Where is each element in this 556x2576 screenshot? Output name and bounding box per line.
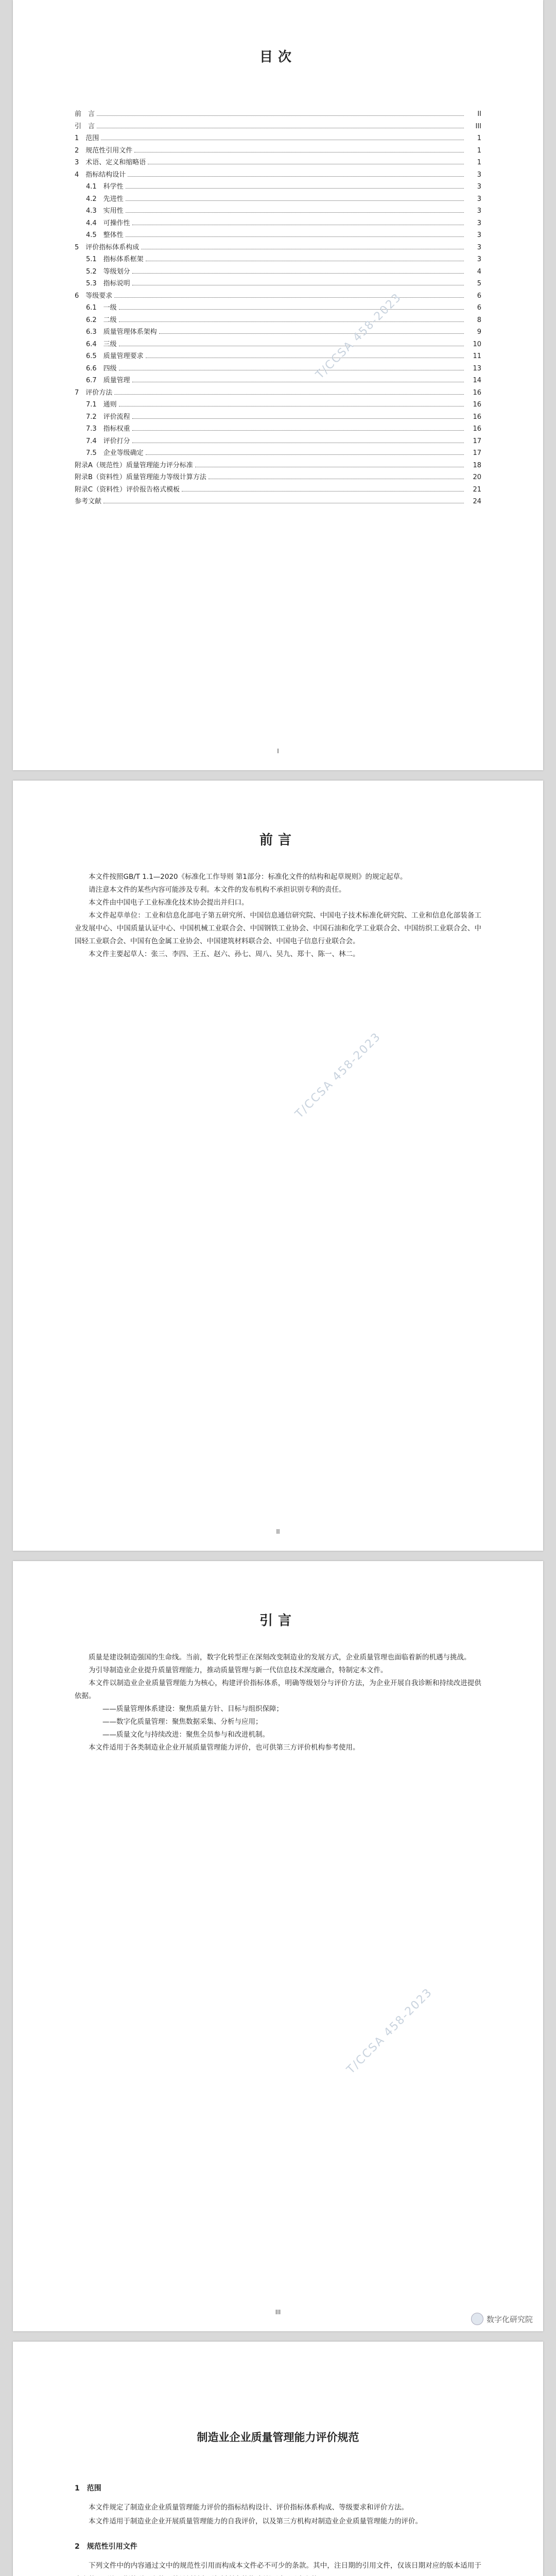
toc-entry-label: 7.1 通则 xyxy=(86,401,117,409)
toc-entry[interactable] xyxy=(75,205,481,217)
toc-entry[interactable] xyxy=(75,411,481,423)
toc-entry-page: III xyxy=(475,122,481,130)
toc-entry-page: 3 xyxy=(477,243,481,251)
toc-entry[interactable] xyxy=(75,278,481,290)
watermark: T/CCSA 458-2023 xyxy=(313,291,404,382)
page-title: 引言 xyxy=(259,1613,297,1629)
toc-entry[interactable] xyxy=(75,326,481,338)
toc-entry-label: 7.2 评价流程 xyxy=(86,413,130,421)
dash-item: ——质量管理体系建设：聚焦质量方针、目标与组织保障； xyxy=(102,1705,283,1713)
toc-entry-label: 4.4 可操作性 xyxy=(86,219,130,227)
toc-entry[interactable] xyxy=(75,435,481,448)
paragraph: 质量是建设制造强国的生命线。当前，数字化转型正在深刻改变制造业的发展方式，企业质量管理也面临着新的机遇与挑战。 xyxy=(89,1653,471,1662)
toc-entry-label: 4 指标结构设计 xyxy=(75,171,126,179)
paragraph: 本文件按照GB/T 1.1—2020《标准化工作导则 第1部分：标准化文件的结构和起草规则》的规定起草。 xyxy=(89,873,407,881)
toc-entry[interactable] xyxy=(75,375,481,387)
toc-entry-page: 3 xyxy=(477,256,481,263)
toc-entry[interactable] xyxy=(75,423,481,435)
page-title: 前言 xyxy=(259,833,297,848)
toc-entry-page: 1 xyxy=(477,159,481,166)
document-title: 制造业企业质量管理能力评价规范 xyxy=(197,2431,359,2444)
toc-entry-label: 附录C（资料性）评价报告格式模板 xyxy=(75,485,180,494)
toc-leader-dots xyxy=(132,430,464,431)
toc-entry-page: 3 xyxy=(477,207,481,215)
paragraph: 本文件主要起草人：张三、李四、王五、赵六、孙七、周八、吴九、郑十、陈一、林二。 xyxy=(89,950,360,958)
toc-entry-label: 7 评价方法 xyxy=(75,388,113,397)
brand-icon xyxy=(471,2313,483,2325)
toc-entry-label: 7.4 评价打分 xyxy=(86,437,130,445)
toc-entry-label: 7.5 企业等级确定 xyxy=(86,449,144,457)
toc-page xyxy=(13,0,543,770)
paragraph: 本文件以制造业企业质量管理能力为核心，构建评价指标体系，明确等级划分与评价方法，为企业开展自我诊断和持续改进提供依据。 xyxy=(75,1679,481,1700)
toc-entry-label: 4.3 实用性 xyxy=(86,207,124,215)
toc-entry-page: 3 xyxy=(477,183,481,191)
section-heading: 2 规范性引用文件 xyxy=(75,2543,137,2551)
toc-entry-label: 3 术语、定义和缩略语 xyxy=(75,159,146,166)
watermark: T/CCSA 458-2023 xyxy=(292,1030,384,1121)
toc-entry[interactable] xyxy=(75,484,481,496)
toc-entry-page: 3 xyxy=(477,219,481,227)
toc-entry-label: 6.7 质量管理 xyxy=(86,377,130,384)
toc-entry-page: 11 xyxy=(473,352,481,360)
toc-entry[interactable] xyxy=(75,496,481,508)
toc-leader-dots xyxy=(126,212,464,213)
toc-entry-label: 1 范围 xyxy=(75,134,99,142)
page-number: II xyxy=(276,1528,280,1535)
toc-entry[interactable] xyxy=(75,242,481,254)
toc-entry-page: 1 xyxy=(477,134,481,142)
toc-entry-page: 5 xyxy=(477,280,481,287)
toc-entry-label: 5 评价指标体系构成 xyxy=(75,243,140,251)
toc-leader-dots xyxy=(119,321,464,322)
paragraph: 为引导制造业企业提升质量管理能力，推动质量管理与新一代信息技术深度融合，特制定本文件。 xyxy=(89,1666,388,1674)
toc-entry-page: 24 xyxy=(473,498,481,505)
toc-leader-dots xyxy=(126,200,464,201)
toc-entry-page: 16 xyxy=(473,413,481,421)
toc-entry-page: 18 xyxy=(473,461,481,469)
toc-entry-page: 3 xyxy=(477,171,481,179)
dash-item: ——质量文化与持续改进：聚焦全员参与和改进机制。 xyxy=(102,1731,269,1739)
toc-entry[interactable] xyxy=(75,169,481,181)
toc-entry[interactable] xyxy=(75,314,481,327)
page-number: I xyxy=(277,748,279,755)
toc-entry-label: 引 言 xyxy=(75,122,95,130)
toc-entry-page: 20 xyxy=(473,473,481,481)
toc-entry[interactable] xyxy=(75,145,481,157)
page-title: 目次 xyxy=(259,49,297,65)
toc-leader-dots xyxy=(159,333,464,334)
toc-entry-page: 3 xyxy=(477,195,481,203)
toc-entry[interactable] xyxy=(75,132,481,145)
toc-leader-dots xyxy=(182,491,464,492)
toc-entry-label: 6.4 三级 xyxy=(86,340,117,348)
toc-entry[interactable] xyxy=(75,399,481,411)
toc-entry[interactable] xyxy=(75,363,481,375)
toc-leader-dots xyxy=(126,188,464,189)
page-number: III xyxy=(275,2309,281,2316)
toc-entry-page: II xyxy=(477,110,481,118)
main-body xyxy=(75,2470,481,2576)
toc-entry-label: 7.3 指标权重 xyxy=(86,425,130,433)
paragraph: 本文件由中国电子工业标准化技术协会提出并归口。 xyxy=(89,899,249,907)
toc-entry-label: 6.3 质量管理体系架构 xyxy=(86,328,157,336)
introduction-page xyxy=(13,1561,543,2331)
toc-entry[interactable] xyxy=(75,350,481,363)
toc-entry-page: 6 xyxy=(477,292,481,300)
toc-entry-page: 17 xyxy=(473,449,481,457)
toc-entry-page: 13 xyxy=(473,364,481,372)
toc-entry-label: 6.2 二级 xyxy=(86,316,117,324)
toc-leader-dots xyxy=(126,236,464,237)
toc-entry-label: 6 等级要求 xyxy=(75,292,113,300)
foreword-body xyxy=(75,871,481,961)
toc-entry[interactable] xyxy=(75,193,481,206)
toc-entry-label: 前 言 xyxy=(75,110,95,118)
toc-entry[interactable] xyxy=(75,229,481,242)
toc-leader-dots xyxy=(114,297,464,298)
toc-entry[interactable] xyxy=(75,387,481,399)
toc-entry[interactable] xyxy=(75,121,481,133)
watermark: T/CCSA 458-2023 xyxy=(344,1986,435,2077)
toc-entry-label: 5.1 指标体系框架 xyxy=(86,256,144,263)
toc-entry-label: 6.6 四级 xyxy=(86,364,117,372)
toc-entry-label: 4.1 科学性 xyxy=(86,183,124,191)
toc-entry[interactable] xyxy=(75,108,481,121)
brand-name: 数字化研究院 xyxy=(486,2314,533,2324)
toc-entry[interactable] xyxy=(75,471,481,484)
toc-entry-page: 8 xyxy=(477,316,481,324)
dash-item: ——数字化质量管理：聚焦数据采集、分析与应用； xyxy=(102,1718,263,1726)
toc-entry-label: 附录A（规范性）质量管理能力评分标准 xyxy=(75,461,193,469)
toc-entry[interactable] xyxy=(75,181,481,193)
toc-leader-dots xyxy=(128,176,464,177)
toc-leader-dots xyxy=(132,273,464,274)
toc-entry[interactable] xyxy=(75,253,481,266)
toc-entry[interactable] xyxy=(75,460,481,472)
toc-entry-page: 3 xyxy=(477,231,481,239)
toc-entry-label: 附录B（资料性）质量管理能力等级计算方法 xyxy=(75,473,206,481)
toc-entry-page: 17 xyxy=(473,437,481,445)
toc-leader-dots xyxy=(119,309,464,310)
toc-entry-label: 5.3 指标说明 xyxy=(86,280,130,287)
toc-leader-dots xyxy=(146,454,464,455)
toc-entry[interactable] xyxy=(75,302,481,314)
toc-entry[interactable] xyxy=(75,338,481,351)
toc-entry-label: 6.1 一级 xyxy=(86,304,117,312)
paragraph: 请注意本文件的某些内容可能涉及专利。本文件的发布机构不承担识别专利的责任。 xyxy=(89,886,346,894)
toc-leader-dots xyxy=(114,394,464,395)
toc-entry-label: 4.2 先进性 xyxy=(86,195,124,203)
toc-entry-label: 5.2 等级划分 xyxy=(86,267,130,276)
toc-entry-page: 21 xyxy=(473,485,481,494)
paragraph: 本文件适用于制造业企业开展质量管理能力的自我评价，以及第三方机构对制造业企业质量管理能力的评价。 xyxy=(89,2517,422,2526)
toc-entry[interactable] xyxy=(75,217,481,230)
introduction-body xyxy=(75,1651,481,1754)
main-text-page xyxy=(13,2342,543,2576)
toc-entry-page: 4 xyxy=(477,267,481,276)
toc-entry-page: 9 xyxy=(477,328,481,336)
toc-entry-label: 4.5 整体性 xyxy=(86,231,124,239)
toc-entry-page: 16 xyxy=(473,388,481,397)
toc-entry-page: 1 xyxy=(477,146,481,155)
toc-entry-label: 2 规范性引用文件 xyxy=(75,146,133,155)
toc-entry[interactable] xyxy=(75,447,481,460)
brand-logo xyxy=(471,2313,533,2325)
table-of-contents xyxy=(75,108,481,508)
toc-leader-dots xyxy=(97,115,464,116)
paragraph: 下列文件中的内容通过文中的规范性引用而构成本文件必不可少的条款。其中，注日期的引用文件，仅该日期对应的版本适用于 xyxy=(89,2562,481,2570)
toc-leader-dots xyxy=(132,418,464,419)
toc-entry-page: 6 xyxy=(477,304,481,312)
toc-entry[interactable] xyxy=(75,266,481,278)
toc-entry-label: 6.5 质量管理要求 xyxy=(86,352,144,360)
toc-entry-page: 16 xyxy=(473,425,481,433)
toc-entry-page: 10 xyxy=(473,340,481,348)
paragraph: 本文件适用于各类制造业企业开展质量管理能力评价，也可供第三方评价机构参考使用。 xyxy=(89,1743,360,1752)
foreword-page xyxy=(13,781,543,1551)
toc-entry[interactable] xyxy=(75,157,481,169)
toc-entry-page: 16 xyxy=(473,401,481,409)
section-heading: 1 范围 xyxy=(75,2484,101,2493)
toc-entry[interactable] xyxy=(75,290,481,302)
toc-entry-label: 参考文献 xyxy=(75,498,102,505)
paragraph: 本文件规定了制造业企业质量管理能力评价的指标结构设计、评价指标体系构成、等级要求和评价方法。 xyxy=(89,2503,408,2512)
paragraph: 本文件起草单位：工业和信息化部电子第五研究所、中国信息通信研究院、中国电子技术标准化研究院、工业和信息化部装备工业发展中心、中国质量认证中心、中国机械工业联合会、中国钢铁工业协会、中国石油和化学工业联合会、中国纺织工业联合会、中国轻工业联合会、中国有色金属工业协会、中国建筑材料联合会、中国电子信息行业联合会。 xyxy=(75,911,481,945)
toc-entry-page: 14 xyxy=(473,377,481,384)
